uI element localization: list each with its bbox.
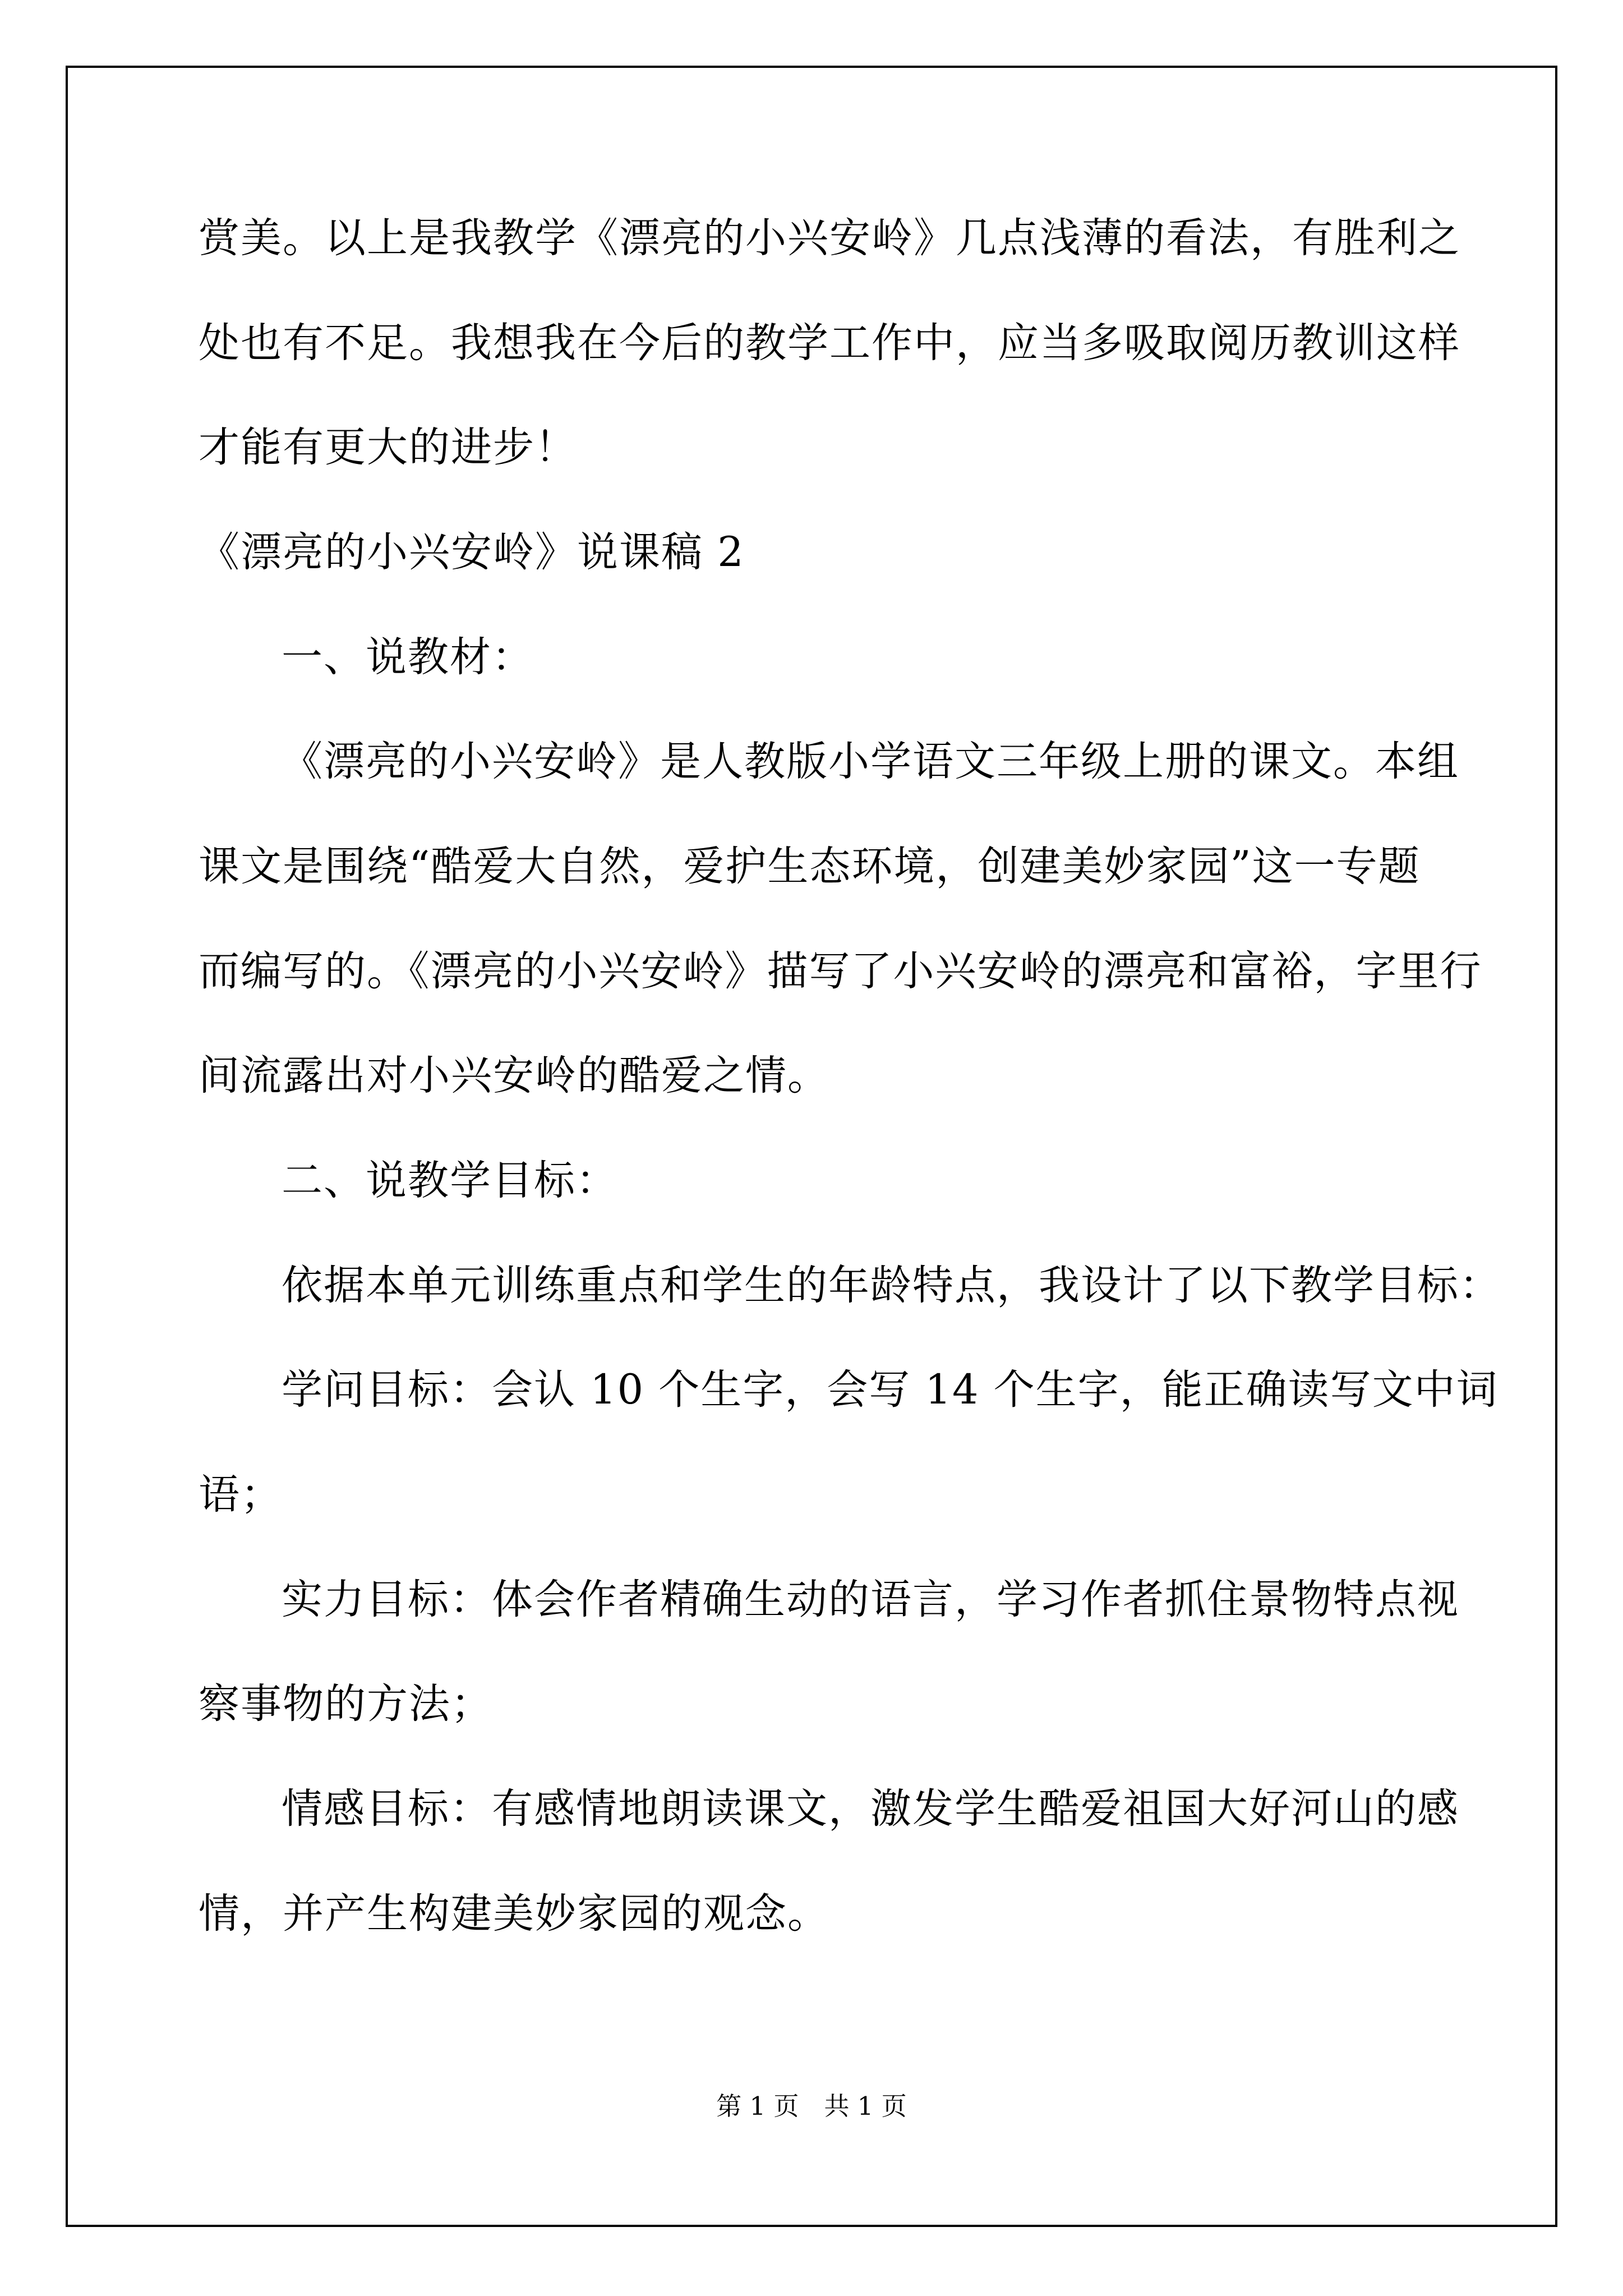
page-footer: 第 1 页 共 1 页: [716, 2091, 907, 2121]
text-line: 情感目标：有感情地朗读课文，激发学生酷爱祖国大好河山的感: [282, 1785, 1459, 1833]
section-title: 《漂亮的小兴安岭》说课稿 2: [199, 528, 745, 576]
text-line: 才能有更大的进步！: [199, 424, 577, 471]
section-heading: 二、说教学目标：: [282, 1157, 618, 1204]
text-line: 而编写的。《漂亮的小兴安岭》描写了小兴安岭的漂亮和富裕，字里行: [199, 947, 1482, 995]
section-heading: 一、说教材：: [282, 633, 534, 681]
text-line: 赏美。以上是我教学《漂亮的小兴安岭》几点浅薄的看法，有胜利之: [199, 214, 1460, 262]
text-line: 间流露出对小兴安岭的酷爱之情。: [199, 1052, 829, 1099]
text-line: 察事物的方法；: [199, 1680, 493, 1728]
text-line: 学问目标：会认 10 个生字，会写 14 个生字，能正确读写文中词: [282, 1366, 1498, 1414]
text-line: 实力目标：体会作者精确生动的语言，学习作者抓住景物特点视: [282, 1576, 1459, 1623]
text-line: 情，并产生构建美妙家园的观念。: [199, 1890, 829, 1938]
text-line: 语；: [199, 1471, 283, 1519]
text-line: 处也有不足。我想我在今后的教学工作中，应当多吸取阅历教训这样: [199, 319, 1460, 367]
text-line: 课文是围绕“酷爱大自然，爱护生态环境，创建美妙家园”这一专题: [199, 843, 1421, 890]
text-line: 《漂亮的小兴安岭》是人教版小学语文三年级上册的课文。本组: [282, 738, 1459, 785]
text-line: 依据本单元训练重点和学生的年龄特点，我设计了以下教学目标：: [282, 1262, 1501, 1309]
